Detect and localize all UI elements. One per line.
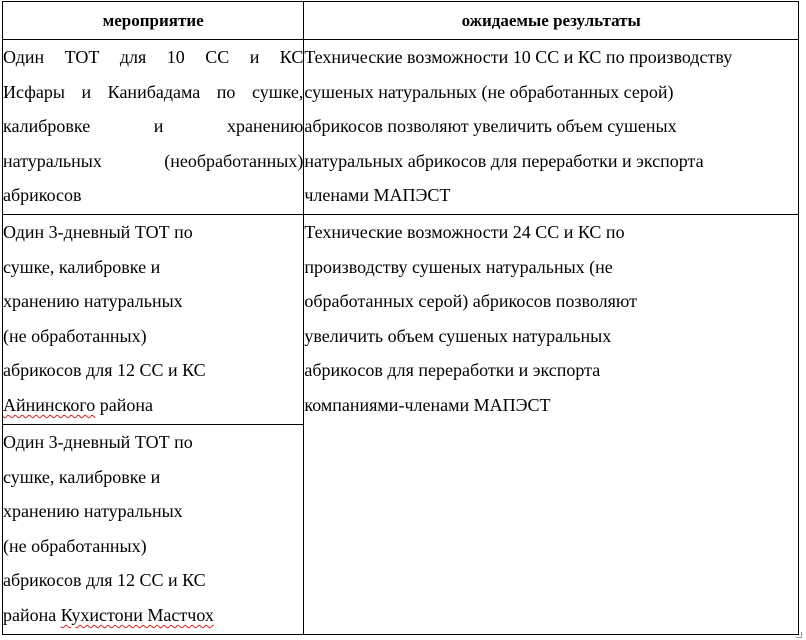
event-cell: [3, 40, 304, 215]
spellcheck-flagged-word: Айнинского: [3, 394, 96, 415]
event-cell: [3, 425, 304, 635]
header-event-cell: мероприятие: [3, 2, 304, 40]
event-line: абрикосов для 12 СС и КС: [3, 360, 206, 381]
result-line: Технические возможности 10 СС и КС по производству: [304, 47, 733, 67]
result-line: сушеных натуральных (не обработанных серой): [304, 81, 674, 102]
result-line: абрикосов позволяют увеличить объем сушеных: [304, 116, 677, 137]
event-line: хранению натуральных: [3, 501, 183, 522]
table-header-row: [3, 2, 799, 40]
result-line: абрикосов для переработки и экспорта: [304, 360, 601, 381]
event-line: калибровке и хранению: [3, 116, 304, 137]
spellcheck-flagged-word: Кухистони Мастчох: [60, 604, 214, 625]
event-line: абрикосов для 12 СС и КС: [3, 570, 206, 591]
event-line-head: района: [3, 604, 61, 625]
result-line: членами МАПЭСТ: [304, 185, 451, 206]
event-line: [3, 388, 303, 423]
result-line: натуральных абрикосов для переработки и экспорта: [304, 150, 704, 171]
table-row: [3, 40, 799, 215]
result-line: увеличить объем сушеных натуральных: [304, 325, 612, 346]
result-line: Технические возможности 24 СС и КС по: [304, 222, 625, 242]
result-line: компаниями-членами МАПЭСТ: [304, 394, 551, 415]
event-line: хранению натуральных: [3, 291, 183, 312]
table-row: [3, 215, 799, 425]
event-line-tail: района: [95, 394, 154, 415]
result-line: производству сушеных натуральных (не: [304, 256, 613, 277]
paragraph-end-marker: [796, 632, 802, 638]
event-line: Один 3-дневный ТОТ по: [3, 432, 193, 452]
event-line: натуральных (необработанных): [3, 150, 304, 171]
result-cell: [304, 40, 799, 215]
event-line: сушке, калибровке и: [3, 256, 161, 277]
event-cell: [3, 215, 304, 425]
result-cell: [304, 215, 799, 635]
event-line: Исфары и Канибадама по сушке,: [3, 81, 304, 102]
event-line: сушке, калибровке и: [3, 466, 161, 487]
activities-results-table: [2, 1, 799, 635]
event-line: (не обработанных): [3, 535, 147, 556]
header-results-cell: ожидаемые результаты: [304, 2, 799, 40]
event-line: Один 3-дневный ТОТ по: [3, 222, 193, 242]
event-line: [3, 598, 303, 633]
event-line: Один ТОТ для 10 СС и КС: [3, 47, 304, 67]
result-line: обработанных серой) абрикосов позволяют: [304, 291, 637, 312]
event-line: абрикосов: [3, 185, 82, 206]
event-line: (не обработанных): [3, 325, 147, 346]
